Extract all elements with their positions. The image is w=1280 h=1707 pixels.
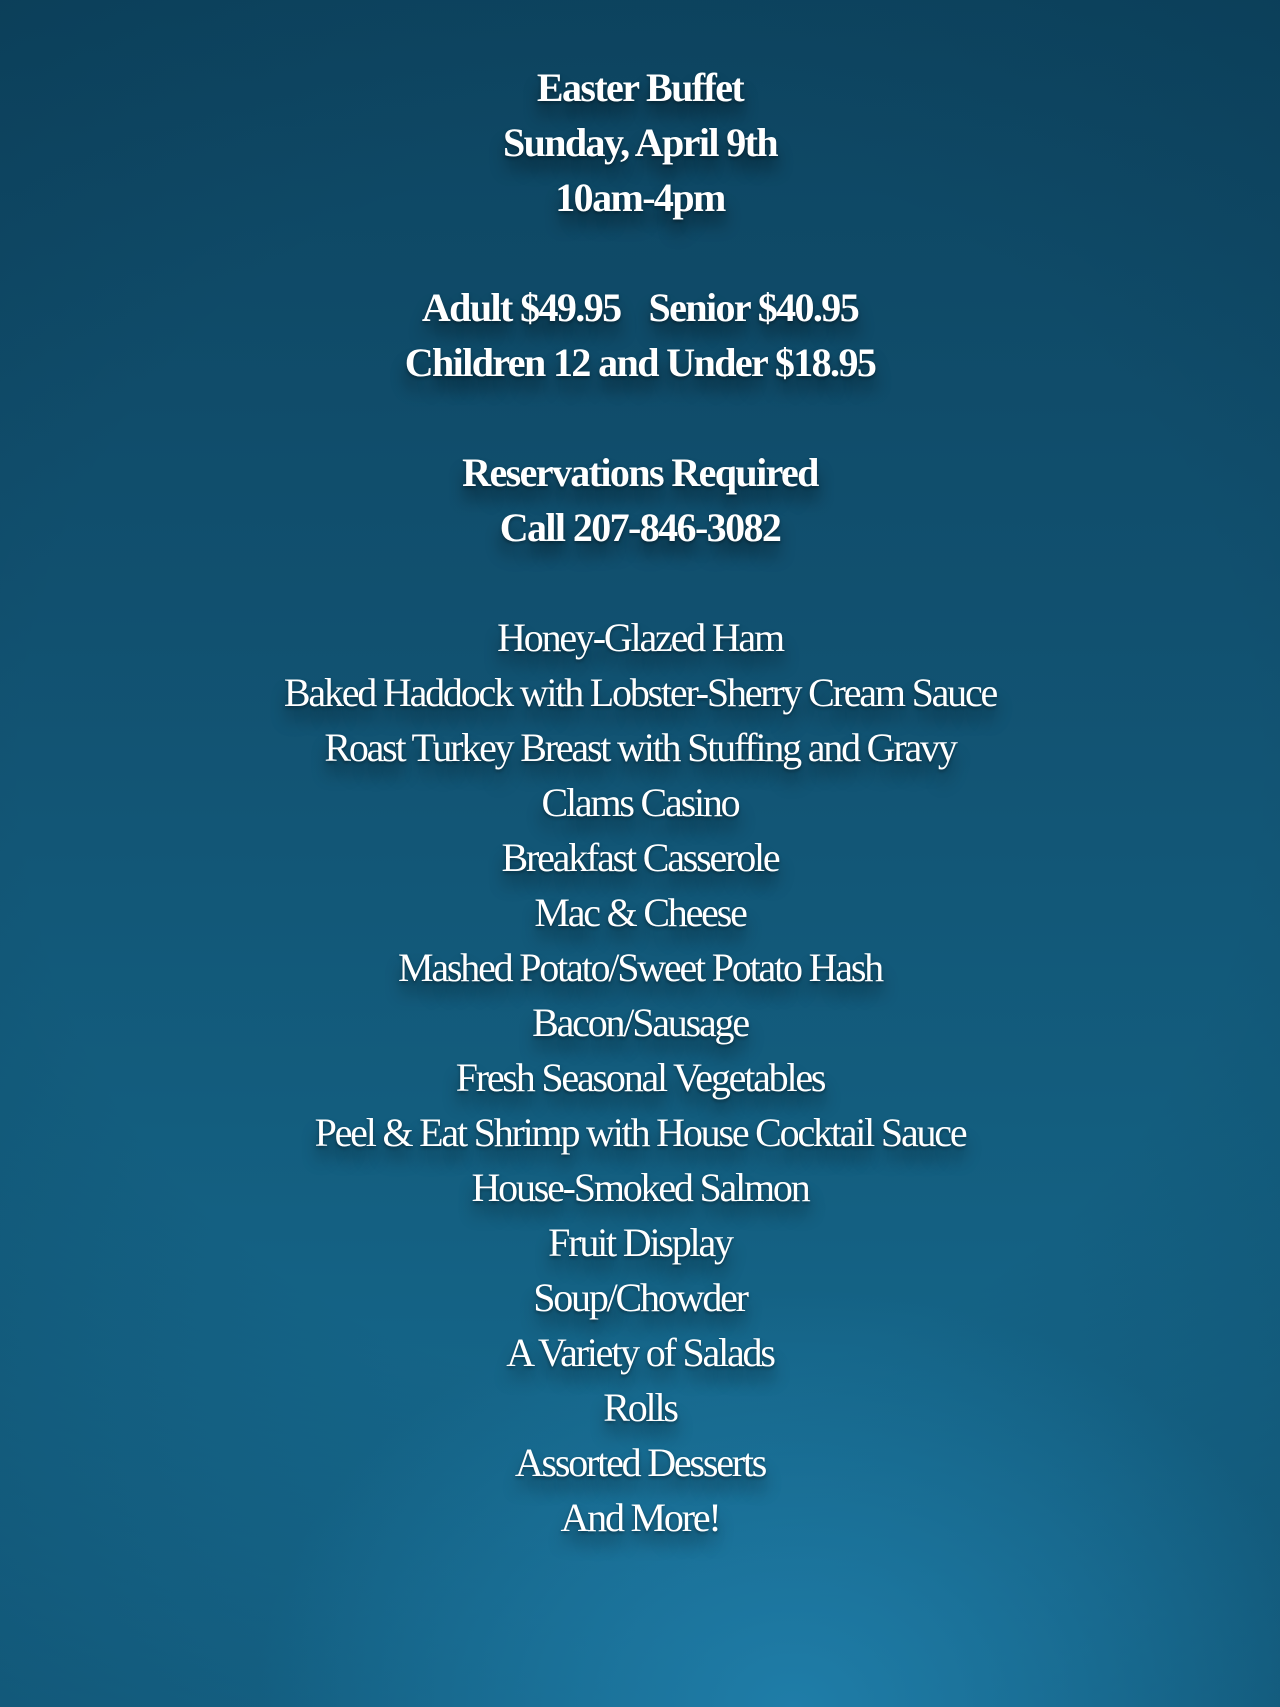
- menu-item: Roast Turkey Breast with Stuffing and Gravy: [324, 725, 956, 770]
- menu-item: House-Smoked Salmon: [471, 1165, 809, 1210]
- menu-item: Rolls: [603, 1385, 677, 1430]
- menu-item: Assorted Desserts: [514, 1440, 766, 1485]
- event-title: Easter Buffet: [536, 65, 744, 110]
- reservations-notice: Reservations Required: [462, 450, 818, 495]
- menu-item: Breakfast Casserole: [501, 835, 779, 880]
- menu-item: Fresh Seasonal Vegetables: [455, 1055, 825, 1100]
- price-children: Children 12 and Under $18.95: [404, 340, 876, 385]
- spacer: [0, 225, 1280, 280]
- menu-item: Soup/Chowder: [533, 1275, 747, 1320]
- menu-item: Baked Haddock with Lobster-Sherry Cream Sauce: [283, 670, 997, 715]
- price-adult: Adult $49.95: [421, 285, 621, 330]
- spacer: [0, 390, 1280, 445]
- menu-item: Clams Casino: [541, 780, 739, 825]
- menu-item: Peel & Eat Shrimp with House Cocktail Sauce: [314, 1110, 966, 1155]
- spacer: [0, 555, 1280, 610]
- event-hours: 10am-4pm: [555, 175, 725, 220]
- menu-list: [0, 610, 1280, 1545]
- price-row-adult-senior: [0, 280, 1280, 335]
- menu-item: Mac & Cheese: [534, 890, 746, 935]
- menu-item: A Variety of Salads: [506, 1330, 774, 1375]
- menu-item: Honey-Glazed Ham: [497, 615, 783, 660]
- flyer-content: [0, 60, 1280, 1545]
- menu-item: Fruit Display: [548, 1220, 732, 1265]
- menu-item: Bacon/Sausage: [532, 1000, 748, 1045]
- reservations-phone: Call 207-846-3082: [499, 505, 781, 550]
- menu-item: Mashed Potato/Sweet Potato Hash: [398, 945, 882, 990]
- menu-item: And More!: [560, 1495, 720, 1540]
- event-date: Sunday, April 9th: [502, 120, 778, 165]
- price-senior: Senior $40.95: [648, 285, 859, 330]
